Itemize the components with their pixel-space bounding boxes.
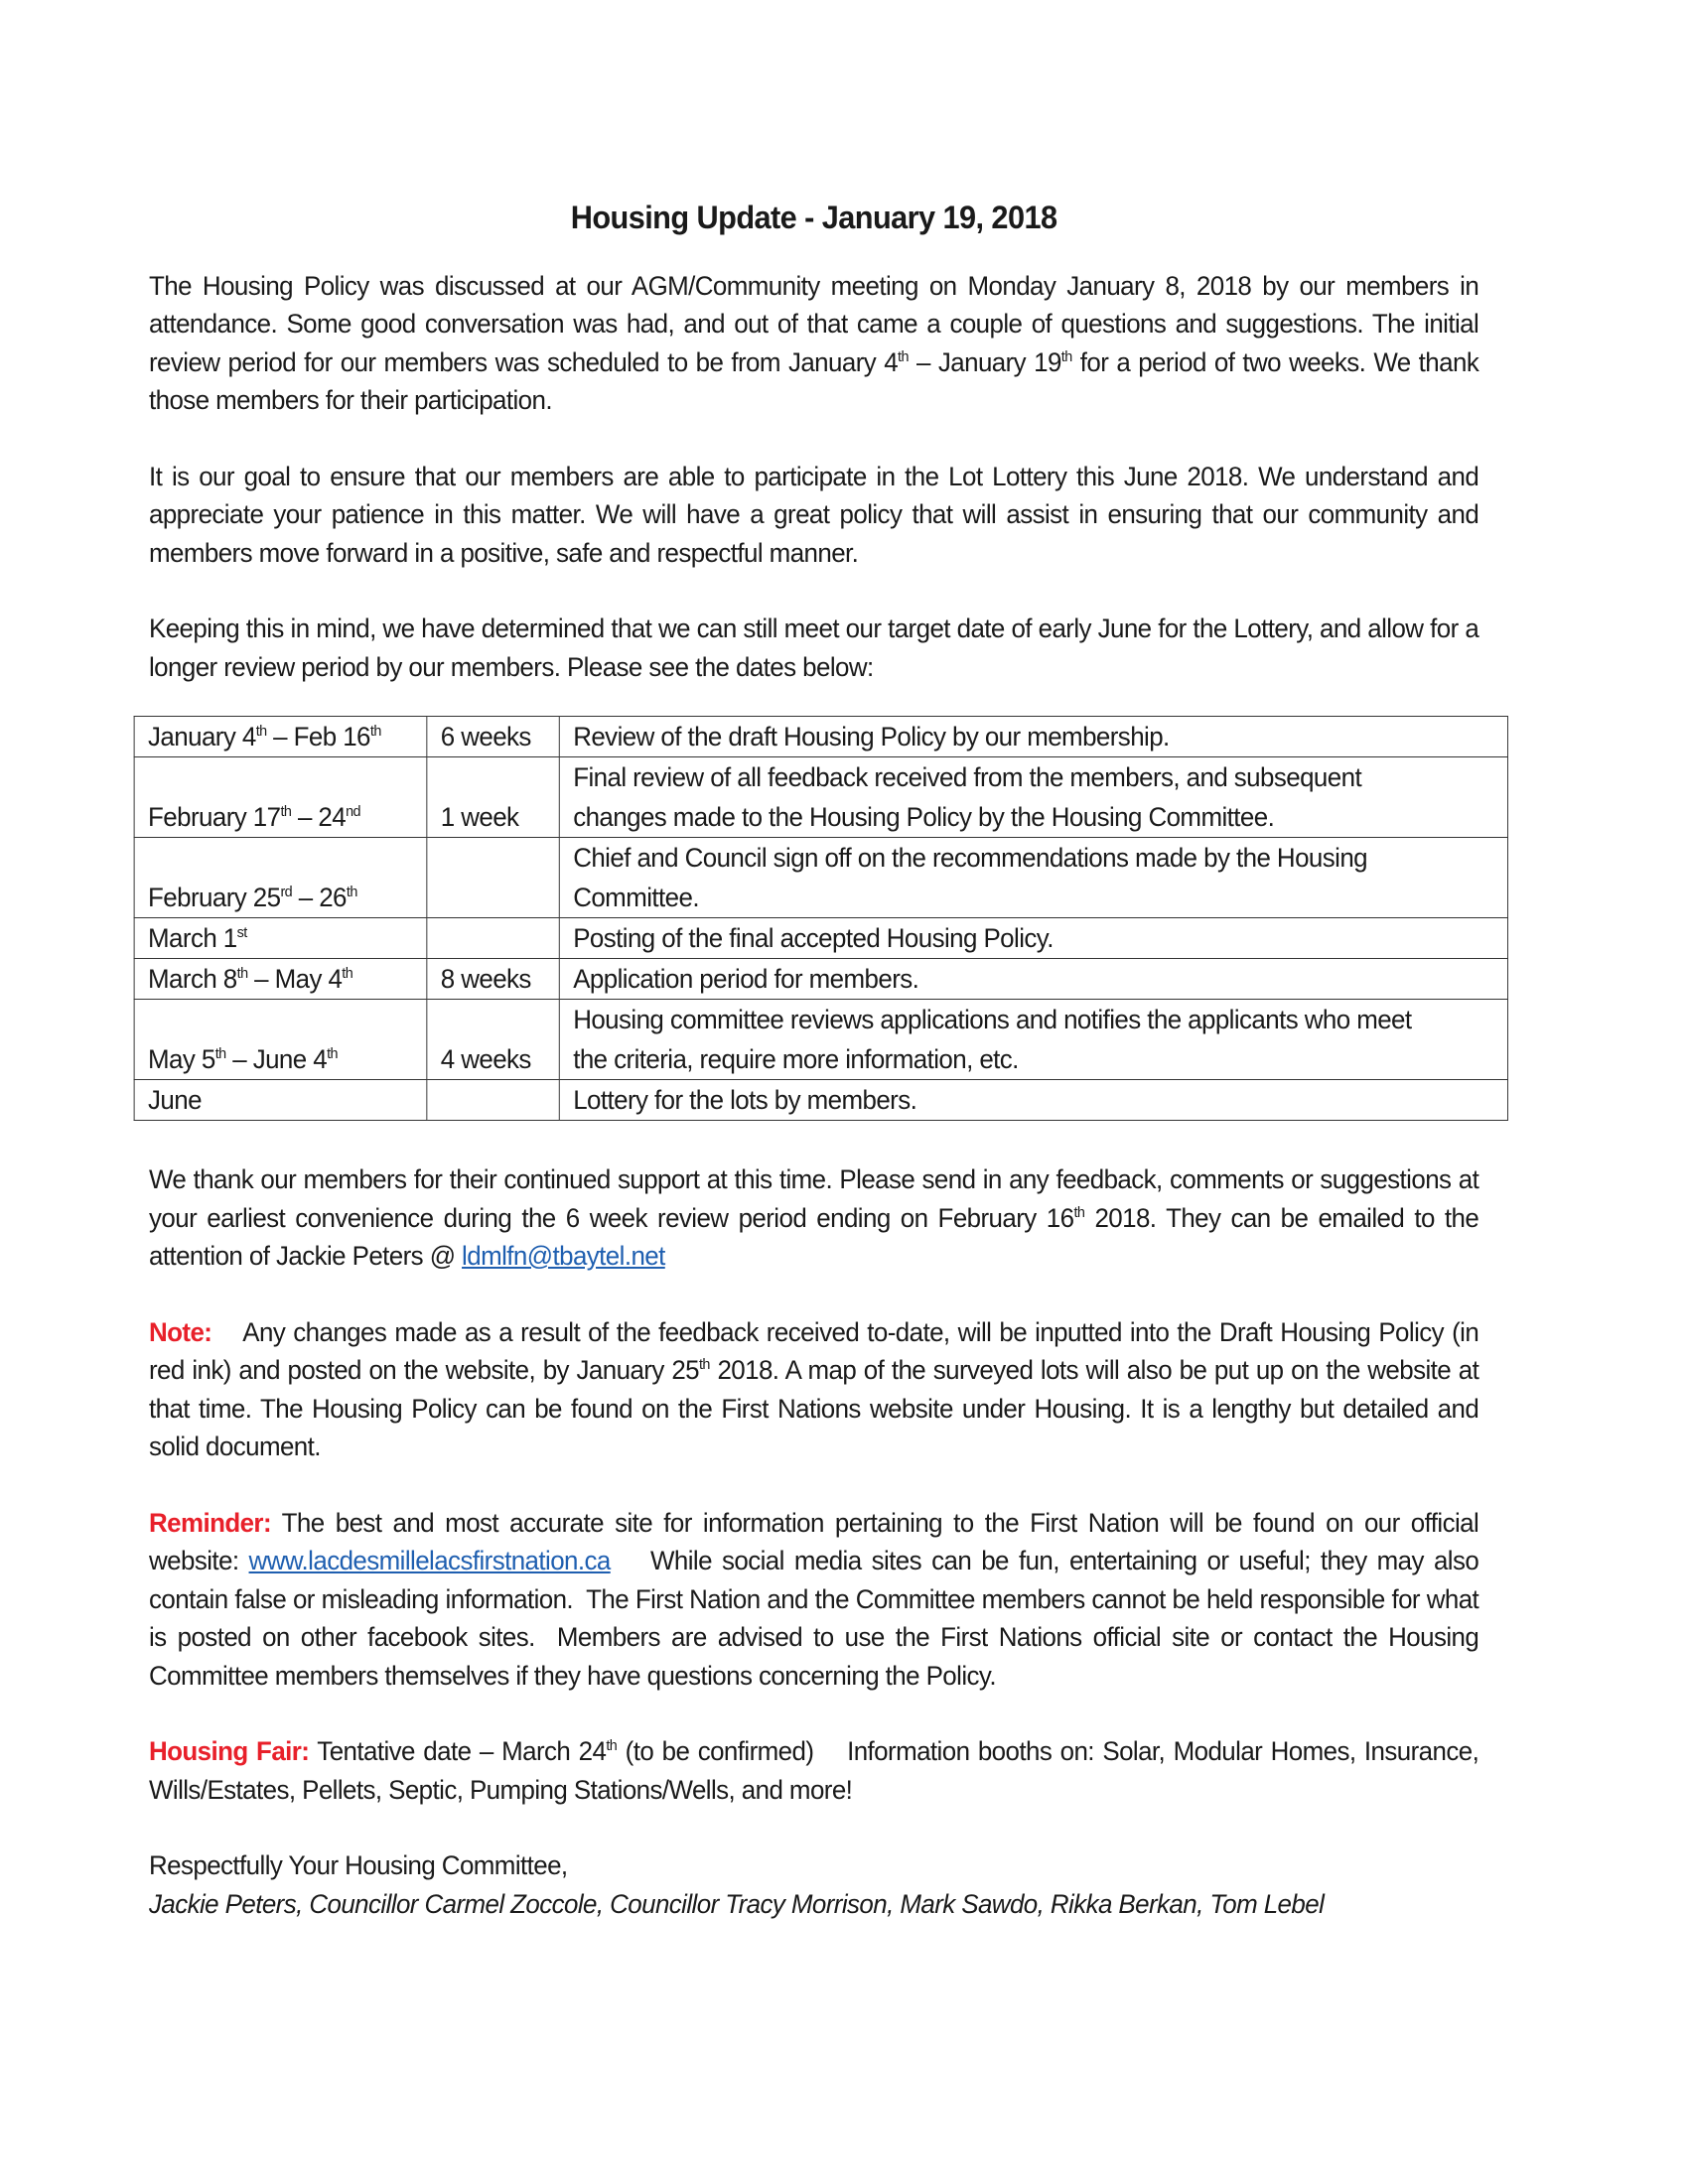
superscript: th <box>236 965 248 982</box>
schedule-description <box>559 959 1507 1000</box>
schedule-dates <box>134 757 427 838</box>
note-text: 2018. A map of the surveyed lots will also be put up on the website at that time. The Housing Policy can be found on the First Nations website under Housing. It is a lengthy but detailed and solid document. <box>149 1355 1479 1461</box>
date-end: – May 4 <box>247 964 343 994</box>
description-line: Committee. <box>573 883 699 912</box>
note-label: Note: <box>149 1316 212 1347</box>
thanks-text: We thank our members for their continued support at this time. Please send in any feedback, comments or suggestions at your earliest convenience during the 6 week review period ending on February 16 <box>149 1164 1479 1233</box>
thanks-paragraph <box>149 1160 1478 1276</box>
schedule-table <box>134 716 1508 1121</box>
intro-text: – January 19 <box>908 346 1061 377</box>
reminder-label: Reminder: <box>149 1507 271 1538</box>
website-link[interactable]: www.lacdesmillelacsfirstnation.ca <box>248 1546 611 1575</box>
date-start: June <box>148 1085 202 1115</box>
schedule-description <box>559 1000 1507 1080</box>
schedule-description <box>559 918 1507 959</box>
superscript: th <box>1073 1203 1085 1221</box>
schedule-duration <box>427 1080 559 1121</box>
schedule-duration: 1 week <box>427 757 559 838</box>
housing-fair-label: Housing Fair: <box>149 1736 310 1766</box>
schedule-duration: 6 weeks <box>427 717 559 757</box>
schedule-row <box>134 1000 1507 1080</box>
superscript: th <box>327 1045 338 1062</box>
reminder-paragraph <box>149 1504 1485 1696</box>
schedule-dates <box>134 918 427 959</box>
intro-paragraph-3: Keeping this in mind, we have determined that we can still meet our target date of early June for the Lottery, and allow for a longer review period by our members. Please see the dates below: <box>149 614 1479 682</box>
reminder-text: The best and most accurate site for information pertaining to the First Nation will be found on our official website: <box>149 1507 1479 1575</box>
schedule-dates <box>134 838 427 918</box>
intro-text: The Housing Policy was discussed at our AGM/Community meeting on Monday January 8, 2018 by our members in attendance. Some good conversation was had, and out of that came a couple of questions and suggestions. The initial review period for our members was scheduled to be from January 4 <box>149 270 1479 377</box>
description-line: Chief and Council sign off on the recommendations made by the Housing <box>573 843 1367 873</box>
schedule-row <box>134 757 1507 838</box>
schedule-duration <box>427 918 559 959</box>
schedule-duration: 4 weeks <box>427 1000 559 1080</box>
signatories: Jackie Peters, Councillor Carmel Zoccole, Councillor Tracy Morrison, Mark Sawdo, Rikka Berkan, Tom Lebel <box>149 1888 1325 1919</box>
schedule-row <box>134 717 1507 757</box>
schedule-dates <box>134 1080 427 1121</box>
superscript: th <box>346 884 357 900</box>
schedule-dates <box>134 959 427 1000</box>
closing-line: Respectfully Your Housing Committee, <box>149 1850 568 1880</box>
schedule-description <box>559 838 1507 918</box>
fair-text: Tentative date – March 24 <box>309 1736 607 1766</box>
date-start: February 17 <box>148 802 281 832</box>
description-line: Final review of all feedback received from the members, and subsequent <box>573 762 1362 792</box>
superscript: th <box>698 1356 710 1373</box>
schedule-dates <box>134 1000 427 1080</box>
email-link[interactable]: ldmlfn@tbaytel.net <box>462 1241 665 1271</box>
description-line: Housing committee reviews applications and notifies the applicants who meet <box>573 1005 1412 1034</box>
intro-paragraph-1 <box>149 267 1478 420</box>
schedule-description <box>559 717 1507 757</box>
date-end: – Feb 16 <box>266 722 370 751</box>
date-end: – 26 <box>292 883 347 912</box>
schedule-row <box>134 1080 1507 1121</box>
description-line: Application period for members. <box>573 964 919 994</box>
superscript: th <box>255 723 267 740</box>
date-end: – June 4 <box>225 1044 328 1074</box>
intro-paragraph-2: It is our goal to ensure that our members are able to participate in the Lot Lottery this June 2018. We understand and appreciate your patience in this matter. We will have a great policy that will assist in ensuring that our community and members move forward in a positive, safe and respectful manner. <box>149 461 1479 568</box>
schedule-description <box>559 1080 1507 1121</box>
page-title: Housing Update - January 19, 2018 <box>570 200 1057 235</box>
schedule-row <box>134 838 1507 918</box>
superscript: th <box>369 723 381 740</box>
note-text: Any changes made as a result of the feedback received to-date, will be inputted into the Draft Housing Policy (in red ink) and posted on the website, by January 25 <box>149 1316 1485 1385</box>
superscript: th <box>898 347 909 365</box>
superscript: th <box>606 1737 618 1754</box>
description-line: Posting of the final accepted Housing Policy. <box>573 923 1054 953</box>
schedule-duration <box>427 838 559 918</box>
note-paragraph <box>149 1313 1485 1466</box>
intro-text: for a period of two weeks. We thank those members for their participation. <box>149 346 1479 415</box>
schedule-description <box>559 757 1507 838</box>
fair-text: (to be confirmed) Information booths on: Solar, Modular Homes, Insurance, Wills/Estates, Pellets, Septic, Pumping Stations/Wells, and more! <box>149 1736 1485 1805</box>
date-start: March 8 <box>148 964 237 994</box>
reminder-text: While social media sites can be fun, entertaining or useful; they may also contain false or misleading information. The First Nation and the Committee members cannot be held responsible for what is posted on other facebook sites. Members are advised to use the First Nations official site or contact the Housing Committee members themselves if they have questions concerning the Policy. <box>149 1546 1485 1691</box>
document-page <box>148 199 1485 1923</box>
description-line: Review of the draft Housing Policy by our membership. <box>573 722 1170 751</box>
thanks-text: 2018. They can be emailed to the attention of Jackie Peters @ <box>149 1202 1479 1271</box>
superscript: th <box>214 1045 226 1062</box>
date-start: May 5 <box>148 1044 215 1074</box>
description-line: Lottery for the lots by members. <box>573 1085 917 1115</box>
date-start: January 4 <box>148 722 256 751</box>
schedule-row <box>134 959 1507 1000</box>
schedule-row <box>134 918 1507 959</box>
superscript: th <box>1060 347 1072 365</box>
superscript: th <box>280 803 292 820</box>
housing-fair-paragraph <box>149 1732 1485 1809</box>
description-line: the criteria, require more information, etc. <box>573 1044 1019 1074</box>
date-end: – 24 <box>291 802 347 832</box>
schedule-dates <box>134 717 427 757</box>
description-line: changes made to the Housing Policy by the Housing Committee. <box>573 802 1275 832</box>
superscript: rd <box>280 884 293 900</box>
superscript: th <box>342 965 353 982</box>
date-start: March 1 <box>148 923 237 953</box>
date-start: February 25 <box>148 883 281 912</box>
superscript: st <box>236 924 247 941</box>
schedule-duration: 8 weeks <box>427 959 559 1000</box>
superscript: nd <box>346 803 360 820</box>
